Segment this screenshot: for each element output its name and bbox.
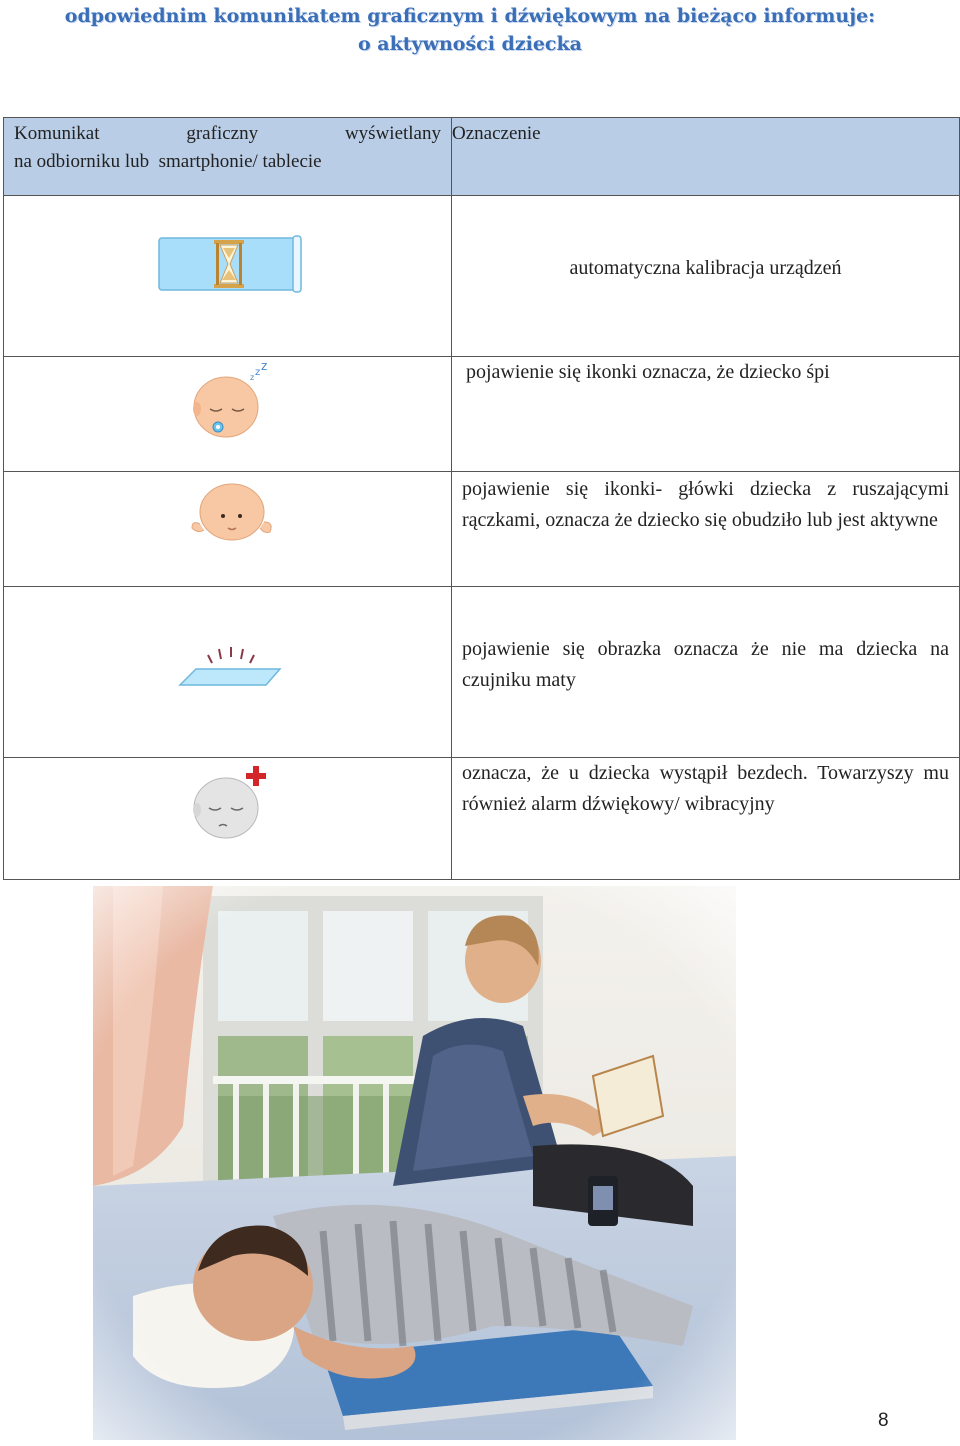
empty-mat-icon — [4, 587, 452, 757]
table-row — [4, 758, 960, 880]
row-description: oznacza, że u dziecka wystąpił bezdech. Towarzyszy mu również alarm dźwiękowy/ wibracyjny — [462, 762, 949, 815]
icon-cell — [4, 758, 452, 880]
header-word-2: graficzny — [186, 123, 259, 144]
table-row — [4, 587, 960, 758]
header-cell-meaning — [452, 118, 960, 196]
row-description: pojawienie się ikonki oznacza, że dziecko śpi — [466, 361, 830, 383]
red-cross-icon — [246, 766, 266, 786]
header-word-1: Komunikat — [14, 123, 100, 144]
heading-line-1: odpowiednim komunikatem graficznym i dźwiękowym na bieżąco informuje: — [64, 5, 876, 27]
hourglass-calibration-icon — [4, 196, 452, 356]
apnea-baby-icon — [4, 758, 452, 879]
icon-cell — [4, 472, 452, 587]
sleeping-baby-icon — [4, 357, 452, 471]
icon-cell — [4, 587, 452, 758]
header-cell-message — [4, 118, 452, 196]
photo-mother-and-sleeping-baby — [93, 886, 736, 1440]
description-cell — [452, 196, 960, 357]
icon-cell — [4, 357, 452, 472]
page-number: 8 — [878, 1410, 889, 1431]
description-cell — [452, 472, 960, 587]
table-header-row — [4, 118, 960, 196]
row-description: automatyczna kalibracja urządzeń — [569, 257, 842, 279]
header-word-3: wyświetlany — [344, 123, 441, 144]
row-description: pojawienie się ikonki- główki dziecka z ruszającymi rączkami, oznacza że dziecko się obudziło lub jest aktywne — [462, 478, 949, 531]
row-description: pojawienie się obrazka oznacza że nie ma dziecka na czujniku maty — [462, 638, 949, 691]
header-line-2: na odbiorniku lub smartphonie/ tablecie — [14, 151, 322, 172]
description-cell — [452, 587, 960, 758]
table-row — [4, 357, 960, 472]
description-cell — [452, 357, 960, 472]
table-row — [4, 196, 960, 357]
icon-cell — [4, 196, 452, 357]
table-row — [4, 472, 960, 587]
description-cell — [452, 758, 960, 880]
awake-baby-icon — [4, 472, 452, 586]
page-heading — [0, 2, 940, 58]
svg-text:z: z — [250, 373, 255, 382]
svg-text:z: z — [255, 367, 261, 378]
heading-line-2: o aktywności dziecka — [358, 33, 582, 55]
icon-legend-table — [3, 117, 960, 880]
svg-text:z: z — [261, 359, 268, 373]
header-meaning-label: Oznaczenie — [452, 123, 541, 144]
